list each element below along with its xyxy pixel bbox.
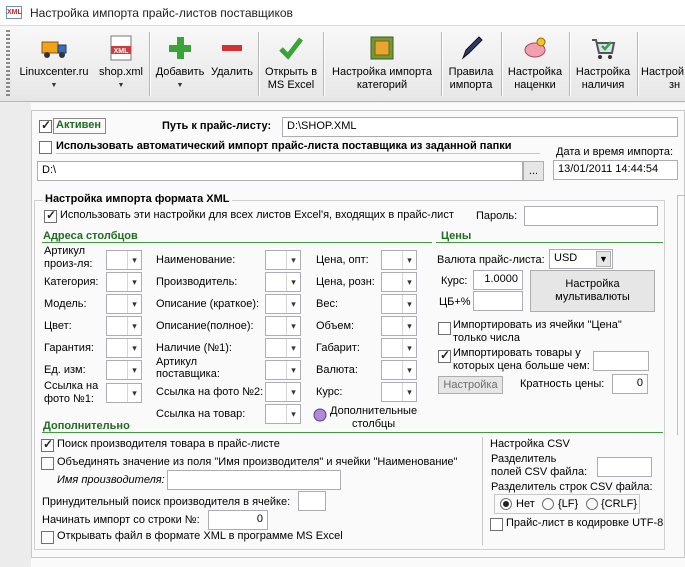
utf8-checkbox[interactable] <box>490 518 503 531</box>
additional-section-title: Дополнительно <box>43 420 130 432</box>
columns-section-line <box>42 242 432 243</box>
col-supplier-article-select[interactable] <box>265 360 301 380</box>
supplier-linuxcenter-label: Linuxcenter.ru <box>19 66 89 78</box>
csv-section-title: Настройка CSV <box>490 438 570 450</box>
supplier-linuxcenter-button[interactable] <box>14 26 94 102</box>
col-unit-label: Ед. изм: <box>44 364 86 376</box>
markup-label-1: Настройка <box>507 66 563 78</box>
columns-section-title: Адреса столбцов <box>43 230 138 242</box>
cb-percent-label: ЦБ+% <box>439 296 471 308</box>
field-separator-label-1: Разделитель <box>491 453 557 465</box>
col-unit-select[interactable] <box>106 360 142 380</box>
col-photo1-label: Ссылка на фото №1: <box>44 380 99 405</box>
import-rules-button[interactable] <box>443 26 499 102</box>
col-price-retail-select[interactable] <box>381 272 417 292</box>
toolbar-separator <box>637 32 638 96</box>
col-article-maker-label: Артикул произ-ля: <box>44 245 93 270</box>
import-rules-label-2: импорта <box>449 79 493 91</box>
forced-maker-search-input[interactable] <box>298 491 326 511</box>
col-rate-label: Курс: <box>316 386 343 398</box>
path-label: Путь к прайс-листу: <box>162 120 272 132</box>
col-model-label: Модель: <box>44 298 87 310</box>
csv-divider <box>482 437 483 545</box>
col-volume-label: Объем: <box>316 320 355 332</box>
import-rules-label-1: Правила <box>448 66 494 78</box>
multicurrency-settings-button[interactable] <box>530 270 655 312</box>
availability-settings-button[interactable] <box>571 26 635 102</box>
delete-button[interactable] <box>208 26 256 102</box>
search-maker-label: Поиск производителя товара в прайс-листе <box>57 438 280 450</box>
col-availability-label: Наличие (№1): <box>156 342 232 354</box>
col-price-retail-label: Цена, розн: <box>316 276 375 288</box>
field-separator-label <box>491 453 587 479</box>
col-supplier-article-label: Артикул поставщика: <box>156 356 220 380</box>
add-label: Добавить <box>155 66 205 78</box>
col-price-wholesale-select[interactable] <box>381 250 417 270</box>
forced-maker-search-label: Принудительный поиск производителя в ячейке: <box>42 496 291 508</box>
row-separator-label: Разделитель строк CSV файла: <box>491 481 653 493</box>
divider <box>56 153 540 154</box>
col-product-link-select[interactable] <box>265 404 301 424</box>
col-name-label: Наименование: <box>156 254 236 266</box>
chevron-down-icon[interactable]: ▼ <box>596 251 611 267</box>
chevron-down-icon: ▼ <box>176 82 184 89</box>
col-dimensions-select[interactable] <box>381 338 417 358</box>
rate-label: Курс: <box>441 275 468 287</box>
open-xml-in-excel-checkbox[interactable] <box>41 531 54 544</box>
additional-section-line <box>42 432 663 433</box>
field-separator-input[interactable] <box>597 457 652 477</box>
delete-label: Удалить <box>211 66 253 78</box>
extra-columns-link[interactable] <box>330 405 417 431</box>
plus-icon <box>166 34 194 62</box>
import-datetime-label: Дата и время импорта: <box>556 146 674 158</box>
password-label: Пароль: <box>476 210 518 222</box>
row-sep-crlf-label: {CRLF} <box>601 498 638 510</box>
price-multiplicity-input[interactable]: 0 <box>612 374 648 394</box>
extra-columns-label-1: Дополнительные <box>330 405 418 417</box>
import-price-greater-label <box>453 347 590 373</box>
category-import-label-2: категорий <box>356 79 408 91</box>
extra-columns-label-2: столбцы <box>352 418 396 430</box>
col-desc-full-select[interactable] <box>265 316 301 336</box>
col-desc-short-select[interactable] <box>265 294 301 314</box>
col-currency-label: Валюта: <box>316 364 358 376</box>
col-color-select[interactable] <box>106 316 142 336</box>
col-warranty-select[interactable] <box>106 338 142 358</box>
currency-select[interactable]: USD <box>549 249 613 269</box>
import-price-greater-label-1: Импортировать товары у <box>453 347 581 359</box>
toolbar-separator <box>323 32 324 96</box>
more-settings-label-2: зн <box>669 79 681 91</box>
col-category-label: Категория: <box>44 276 99 288</box>
add-button[interactable] <box>152 26 208 102</box>
markup-label-2: наценки <box>514 79 556 91</box>
window-title: Настройка импорта прайс-листов поставщиков <box>30 6 293 20</box>
markup-settings-button[interactable] <box>503 26 567 102</box>
col-rate-select[interactable] <box>381 382 417 402</box>
col-photo1-select[interactable] <box>106 383 142 403</box>
col-category-select[interactable] <box>106 272 142 292</box>
col-color-label: Цвет: <box>44 320 72 332</box>
col-dimensions-label: Габарит: <box>316 342 360 354</box>
col-desc-full-label: Описание(полное): <box>156 320 254 332</box>
active-checkbox[interactable] <box>39 120 52 133</box>
col-photo2-select[interactable] <box>265 382 301 402</box>
toolbar-separator <box>501 32 502 96</box>
toolbar-separator <box>149 32 150 96</box>
maker-name-label: Имя производителя: <box>57 474 165 486</box>
extra-columns-icon <box>313 408 327 422</box>
merge-maker-name-label: Объединять значение из поля "Имя производителя" и ячейки "Наименование" <box>57 456 458 468</box>
col-price-wholesale-label: Цена, опт: <box>316 254 369 266</box>
col-photo2-label: Ссылка на фото №2: <box>156 386 264 398</box>
xml-group-title: Настройка импорта формата XML <box>45 193 230 205</box>
category-import-label-1: Настройка импорта <box>332 66 432 78</box>
file-shop-xml-button[interactable] <box>94 26 148 102</box>
import-numbers-only-checkbox[interactable] <box>438 322 451 335</box>
xml-file-icon <box>107 34 135 62</box>
title-bar <box>0 0 685 26</box>
category-settings-icon <box>368 34 396 62</box>
minus-icon <box>218 34 246 62</box>
col-availability-select[interactable] <box>265 338 301 358</box>
col-warranty-label: Гарантия: <box>44 342 94 354</box>
import-numbers-only-label-1: Импортировать из ячейки "Цена" <box>453 319 622 331</box>
pen-icon <box>457 34 485 62</box>
import-price-greater-label-2: которых цена больше чем: <box>453 360 590 372</box>
open-in-excel-label-2: MS Excel <box>267 79 315 91</box>
folder-input[interactable]: D:\ <box>37 161 523 181</box>
row-sep-none-label: Нет <box>516 498 535 510</box>
col-currency-select[interactable] <box>381 360 417 380</box>
app-icon: XML <box>6 6 22 19</box>
col-product-link-label: Ссылка на товар: <box>156 408 246 420</box>
start-row-input[interactable]: 0 <box>208 510 268 530</box>
row-sep-lf-radio[interactable] <box>542 498 554 510</box>
col-name-select[interactable] <box>265 250 301 270</box>
import-numbers-only-label <box>453 319 622 345</box>
col-article-maker-select[interactable] <box>106 250 142 270</box>
search-maker-checkbox[interactable] <box>41 439 54 452</box>
row-sep-crlf-radio[interactable] <box>586 498 598 510</box>
multicurrency-label-2: мультивалюты <box>555 291 630 303</box>
price-multiplicity-label: Кратность цены: <box>520 378 605 390</box>
auto-import-checkbox[interactable] <box>39 141 52 154</box>
chevron-down-icon: ▼ <box>117 82 125 89</box>
col-maker-select[interactable] <box>265 272 301 292</box>
multicurrency-label-1: Настройка <box>565 278 620 290</box>
use-all-sheets-checkbox[interactable] <box>44 210 57 223</box>
toolbar <box>0 26 685 102</box>
rate-input[interactable]: 1.0000 <box>473 270 523 290</box>
row-sep-none-radio[interactable] <box>500 498 512 510</box>
auto-import-label: Использовать автоматический импорт прайс-листа поставщика из заданной папки <box>56 140 512 152</box>
active-label: Активен <box>56 119 101 131</box>
shopping-cart-icon <box>589 34 617 62</box>
col-volume-select[interactable] <box>381 316 417 336</box>
utf8-label: Прайс-лист в кодировке UTF-8 <box>506 517 664 529</box>
toolbar-grip[interactable] <box>6 30 10 96</box>
availability-label-2: наличия <box>581 79 625 91</box>
merge-maker-name-checkbox[interactable] <box>41 457 54 470</box>
import-price-greater-checkbox[interactable] <box>438 350 451 363</box>
path-input[interactable]: D:\SHOP.XML <box>282 117 678 137</box>
piggy-bank-icon <box>521 34 549 62</box>
svg-text:XML: XML <box>113 48 129 55</box>
open-xml-in-excel-label: Открывать файл в формате XML в программе MS Excel <box>57 530 343 542</box>
min-price-input[interactable] <box>593 351 649 371</box>
cb-percent-input[interactable] <box>473 291 523 311</box>
category-import-settings-button[interactable] <box>325 26 439 102</box>
col-desc-short-label: Описание (краткое): <box>156 298 260 310</box>
col-model-select[interactable] <box>106 294 142 314</box>
checkmark-icon <box>277 34 305 62</box>
browse-folder-button[interactable]: ... <box>523 161 544 181</box>
maker-name-input[interactable] <box>167 470 341 490</box>
col-weight-select[interactable] <box>381 294 417 314</box>
more-settings-label-1: Настрой <box>641 66 684 78</box>
col-maker-label: Производитель: <box>156 276 238 288</box>
truck-icon <box>40 34 68 62</box>
use-all-sheets-label: Использовать эти настройки для всех листов Excel'я, входящих в прайс-лист <box>60 209 454 221</box>
supplier-list-pane <box>0 103 31 567</box>
prices-section-line <box>436 242 663 243</box>
field-separator-label-2: полей CSV файла: <box>491 466 588 478</box>
import-datetime-field[interactable]: 13/01/2011 14:44:54 <box>553 160 678 180</box>
currency-label: Валюта прайс-листа: <box>437 254 545 266</box>
toolbar-separator <box>441 32 442 96</box>
open-in-excel-button[interactable] <box>260 26 322 102</box>
open-in-excel-label-1: Открыть в <box>264 66 318 78</box>
password-input[interactable] <box>524 206 658 226</box>
more-settings-button[interactable] <box>639 26 685 102</box>
toolbar-separator <box>258 32 259 96</box>
import-numbers-only-label-2: только числа <box>453 332 520 344</box>
row-sep-lf-label: {LF} <box>558 498 579 510</box>
availability-label-1: Настройка <box>575 66 631 78</box>
chevron-down-icon: ▼ <box>50 82 58 89</box>
right-group-edge <box>677 195 685 435</box>
price-settings-button[interactable]: Настройка <box>438 376 503 394</box>
col-weight-label: Вес: <box>316 298 339 310</box>
file-shop-xml-label: shop.xml <box>98 66 144 78</box>
toolbar-separator <box>569 32 570 96</box>
prices-section-title: Цены <box>441 230 472 242</box>
start-row-label: Начинать импорт со строки №: <box>42 514 200 526</box>
